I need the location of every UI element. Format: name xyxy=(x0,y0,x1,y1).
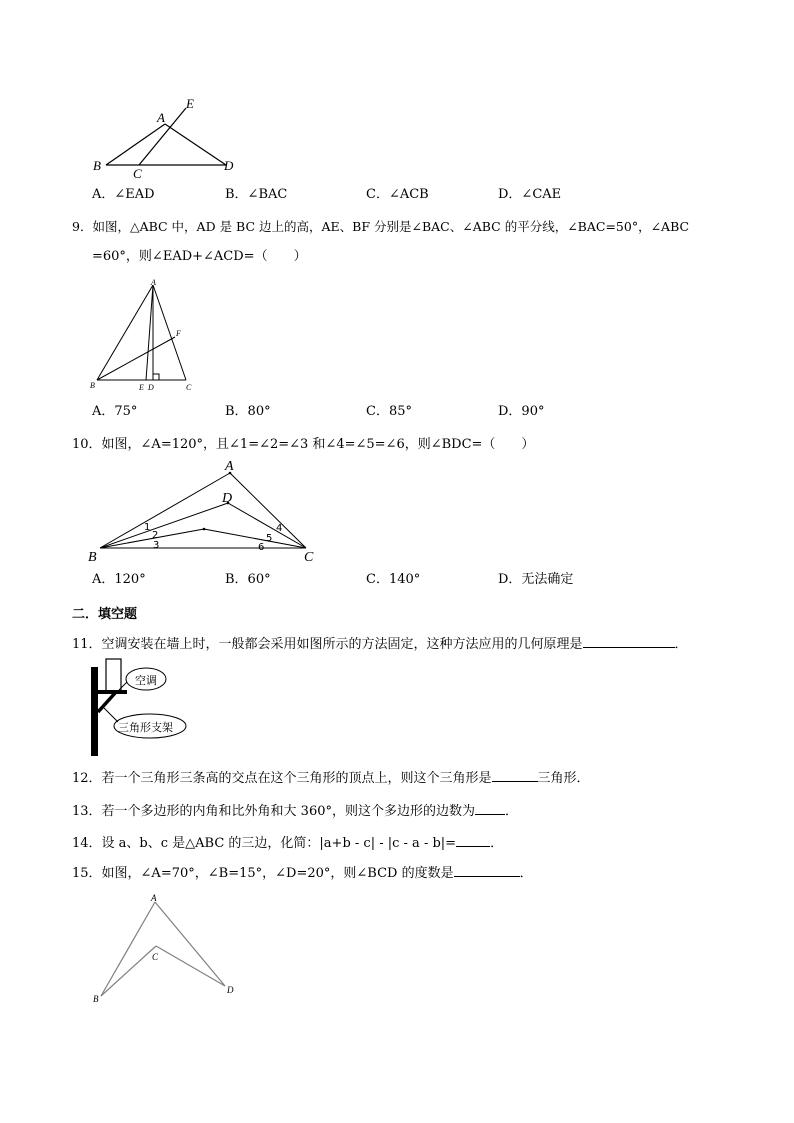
q8-option-c: C．∠ACB xyxy=(366,187,429,202)
fig8-label-d: D xyxy=(224,158,234,173)
fig15-label-d: D xyxy=(227,985,234,995)
fig10-label-d: D xyxy=(222,491,233,506)
fig11-callout-ac-text: 空调 xyxy=(135,674,157,687)
q14-end: ． xyxy=(490,836,504,851)
fig9-label-d: D xyxy=(148,383,154,392)
fig8-label-b: B xyxy=(93,158,101,173)
q10-option-c: C．140° xyxy=(366,572,421,587)
fig10-label-c: C xyxy=(304,550,314,565)
fig15-line-cd xyxy=(156,946,225,986)
fig10-angle-3: 3 xyxy=(153,540,160,551)
q9-option-c: C．85° xyxy=(366,404,412,419)
q9-line1: 9．如图，△ABC 中，AD 是 BC 边上的高，AE、BF 分别是∠BAC、∠ABC 的平分线，∠BAC=50°，∠ABC xyxy=(72,219,690,234)
q13-text: 13．若一个多边形的内角和比外角和大 360°，则这个多边形的边数为 xyxy=(72,804,475,819)
q9-line2: =60°，则∠EAD+∠ACD=（ ） xyxy=(92,249,307,264)
q9-option-a: A．75° xyxy=(92,404,138,419)
fig10-angle-5: 5 xyxy=(266,533,273,544)
fig15-label-c: C xyxy=(152,952,159,962)
fig9-label-e: E xyxy=(139,383,144,392)
fig10-angle-4: 4 xyxy=(276,523,283,534)
fig11-callout-bracket-text: 三角形支架 xyxy=(118,721,173,734)
q8-option-b: B．∠BAC xyxy=(225,187,288,202)
fig9-label-c: C xyxy=(186,383,192,392)
q8-option-d: D．∠CAE xyxy=(498,187,562,202)
q15-text: 15．如图，∠A=70°，∠B=15°，∠D=20°，则∠BCD 的度数是 xyxy=(72,866,454,881)
fig15-label-a: A xyxy=(151,893,157,903)
fig10-label-b: B xyxy=(88,550,97,565)
q10-line1: 10．如图，∠A=120°，且∠1=∠2=∠3 和∠4=∠5=∠6，则∠BDC=（ ） xyxy=(72,437,535,452)
fig10-angle-6: 6 xyxy=(258,542,265,553)
fig9-label-a: A xyxy=(151,278,156,287)
fig10-angle-1: 1 xyxy=(144,522,151,533)
fig8-label-a: A xyxy=(157,110,165,125)
fig15-label-b: B xyxy=(93,994,99,1004)
q11-end: ． xyxy=(674,637,688,652)
fig9-label-f: F xyxy=(176,329,181,338)
q9-option-b: B．80° xyxy=(225,404,271,419)
fig15-line-bc xyxy=(101,946,156,996)
q10-option-a: A．120° xyxy=(92,572,146,587)
fig8-label-e: E xyxy=(186,96,194,111)
q12-text: 12．若一个三角形三条高的交点在这个三角形的顶点上，则这个三角形是 xyxy=(72,771,492,786)
q10-option-b: B．60° xyxy=(225,572,271,587)
q11-text: 11．空调安装在墙上时，一般都会采用如图所示的方法固定，这种方法应用的几何原理是 xyxy=(72,637,583,652)
fig10-angle-2: 2 xyxy=(152,530,159,541)
q8-option-a: A．∠EAD xyxy=(92,187,155,202)
fig15-line-ad xyxy=(155,902,225,986)
q15-end: ． xyxy=(519,866,533,881)
q12-end: 三角形． xyxy=(537,771,590,786)
q10-option-d: D．无法确定 xyxy=(498,572,574,587)
q14-text: 14．设 a、b、c 是△ABC 的三边，化简：|a+b - c| - |c - a - b|= xyxy=(72,836,457,851)
fig8-label-c: C xyxy=(133,166,142,181)
fig15-line-ab xyxy=(101,902,155,996)
section-heading-fill-blank: 二．填空题 xyxy=(72,607,138,622)
q9-option-d: D．90° xyxy=(498,404,545,419)
q13-end: ． xyxy=(505,804,519,819)
fig9-label-b: B xyxy=(90,381,95,390)
fig10-label-a: A xyxy=(225,459,234,474)
